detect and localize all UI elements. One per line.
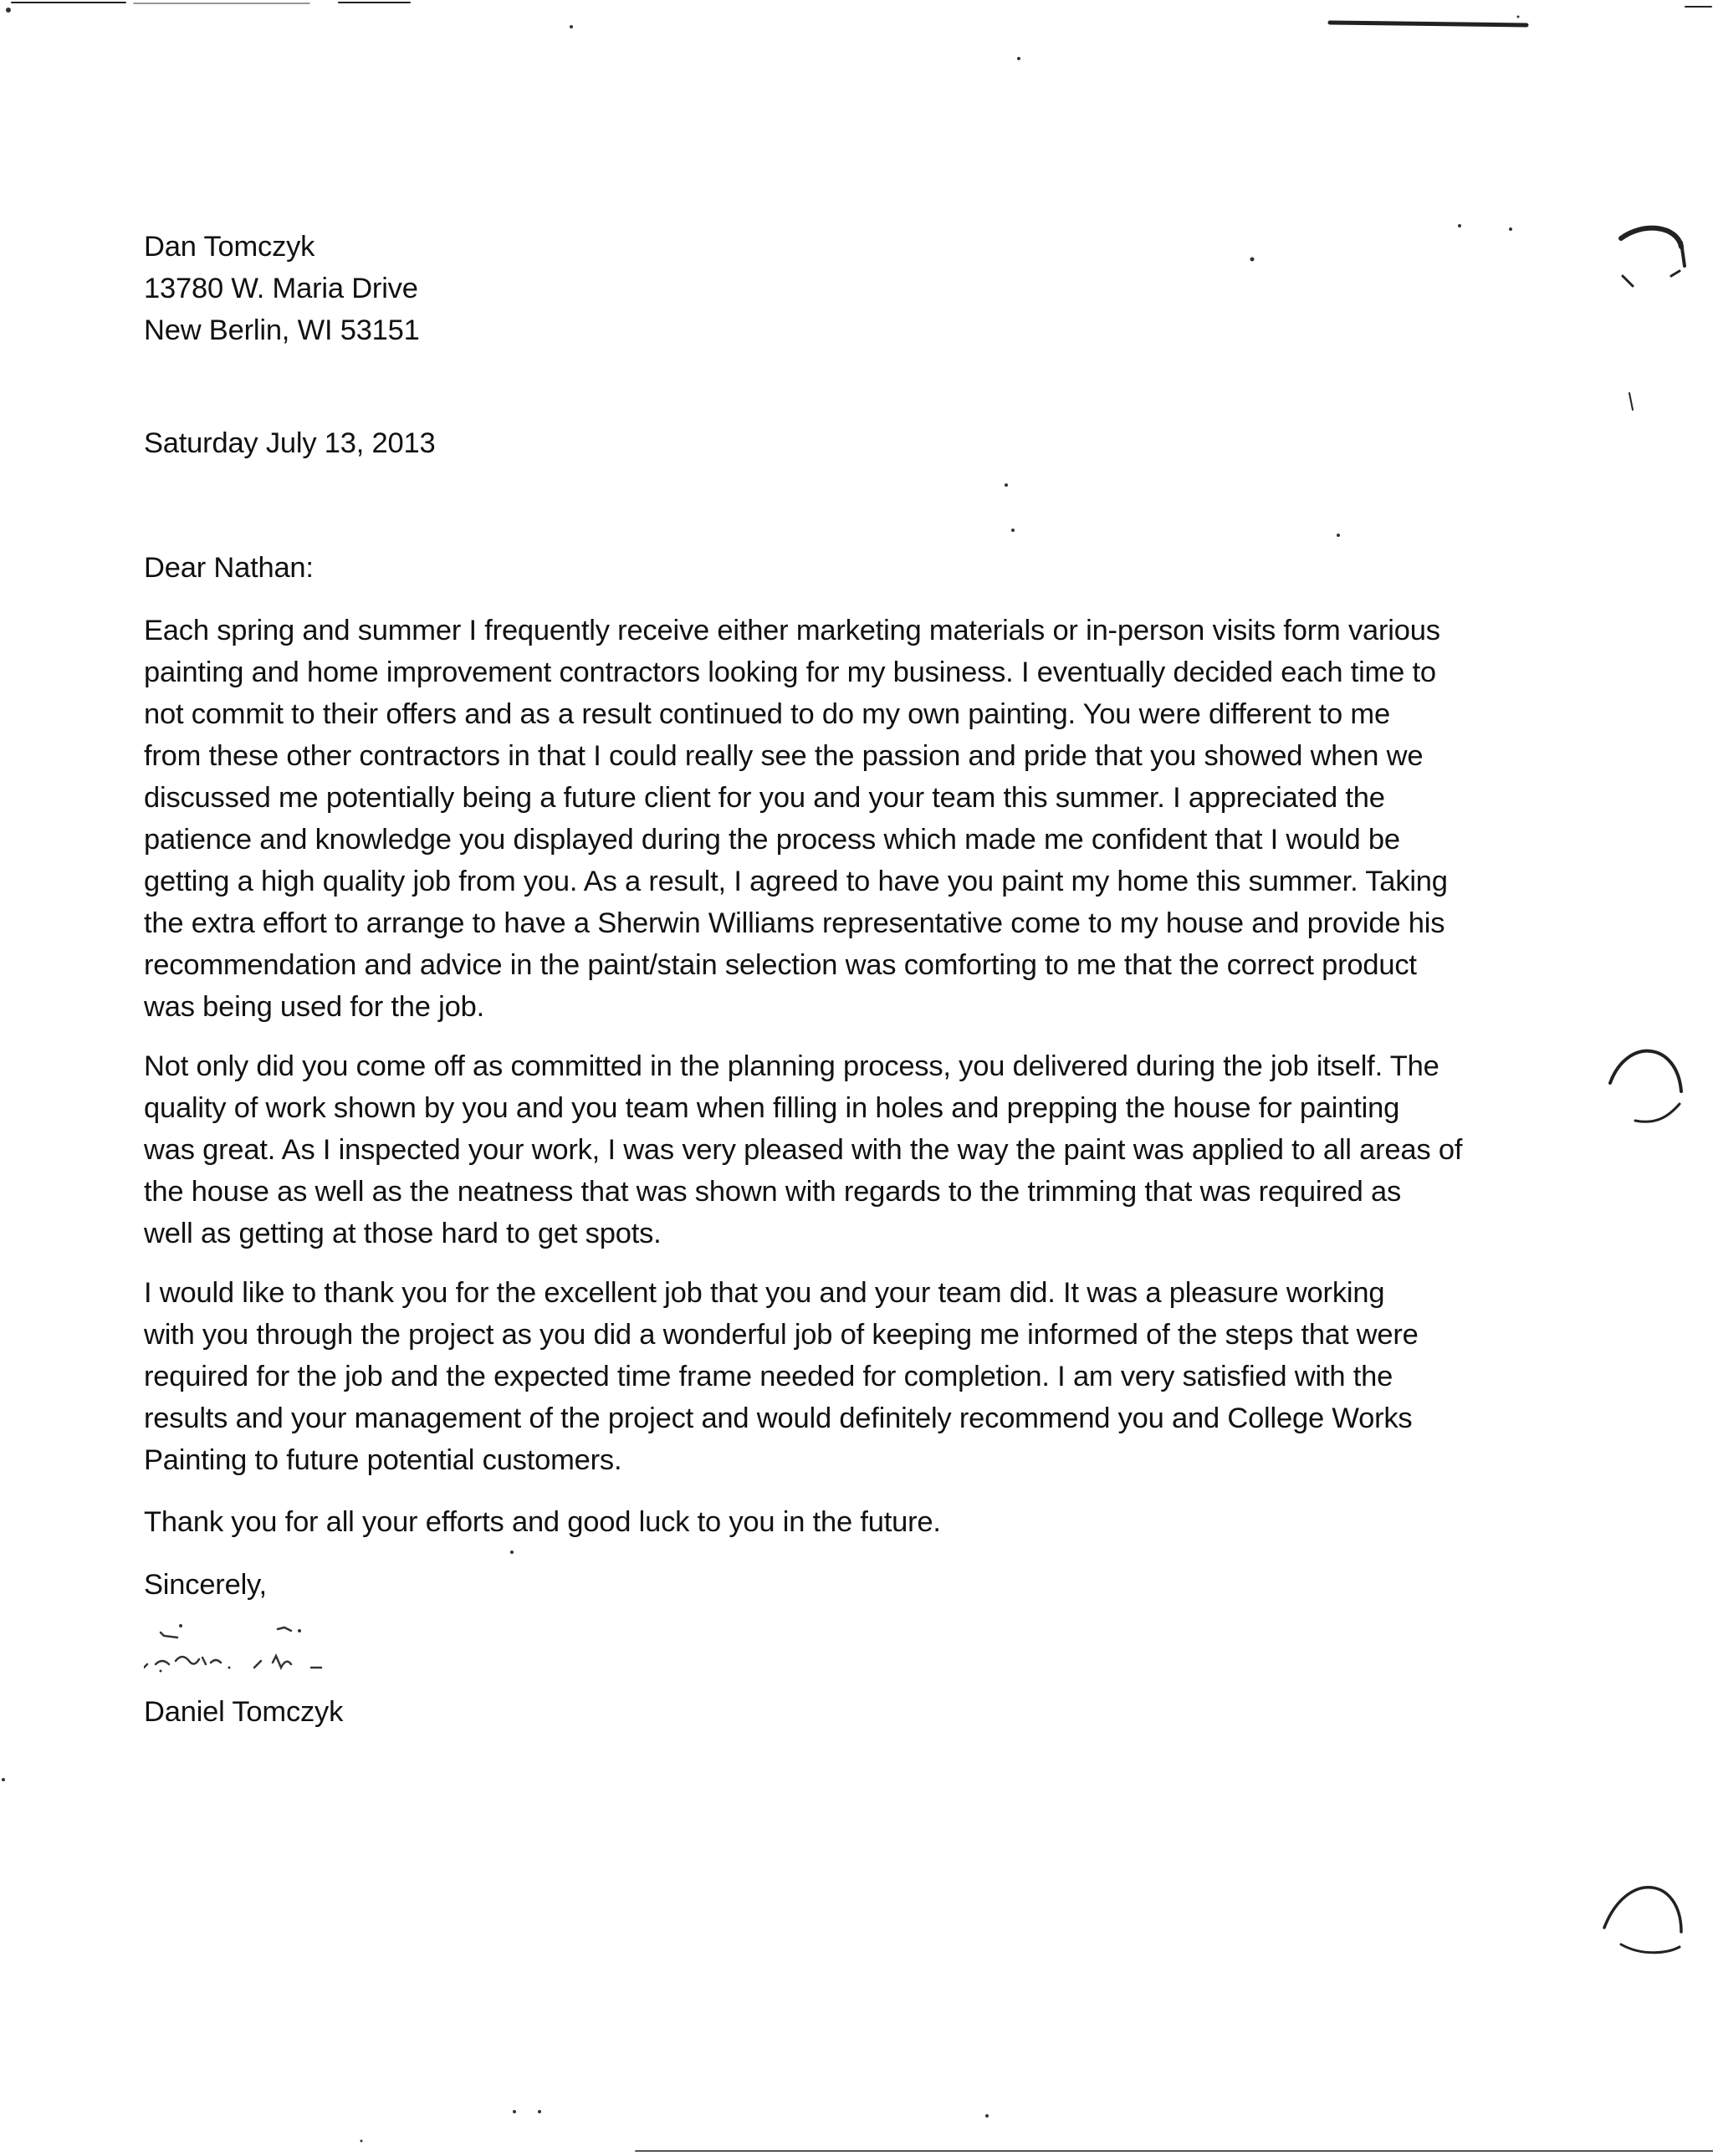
paragraph-line: getting a high quality job from you. As a result, I agreed to have you paint my home this summer. Taking [144, 866, 1448, 897]
paragraph-2 [144, 1045, 1474, 1254]
paragraph-line: was great. As I inspected your work, I was very pleased with the way the paint was applied to all areas of [144, 1134, 1463, 1166]
sign-off-text: Sincerely, [144, 1569, 267, 1601]
closing-line [144, 1501, 1474, 1543]
paragraph-line: Each spring and summer I frequently receive either marketing materials or in-person visits form various [144, 615, 1440, 646]
paragraph-line: from these other contractors in that I could really see the passion and pride that you showed when we [144, 740, 1424, 772]
paragraph-line: painting and home improvement contractors looking for my business. I eventually decided each time to [144, 657, 1436, 688]
sender-address [144, 226, 1474, 351]
paragraph-line: quality of work shown by you and you team when filling in holes and prepping the house for painting [144, 1092, 1400, 1124]
paragraph-line: results and your management of the project and would definitely recommend you and College Works [144, 1402, 1413, 1434]
paragraph-line: discussed me potentially being a future client for you and your team this summer. I appreciated the [144, 782, 1385, 814]
paragraph-line: well as getting at those hard to get spots. [144, 1218, 662, 1249]
closing-text: Thank you for all your efforts and good luck to you in the future. [144, 1506, 941, 1538]
paragraph-3 [144, 1272, 1474, 1481]
paragraph-line: the extra effort to arrange to have a Sherwin Williams representative come to my house and provide his [144, 907, 1445, 939]
paragraph-line: required for the job and the expected time frame needed for completion. I am very satisfied with the [144, 1361, 1393, 1392]
sender-city-state-zip: New Berlin, WI 53151 [144, 314, 420, 346]
paragraph-1 [144, 610, 1474, 1028]
salutation [144, 547, 1474, 589]
paragraph-line: the house as well as the neatness that was shown with regards to the trimming that was required as [144, 1176, 1402, 1208]
sender-name: Dan Tomczyk [144, 231, 315, 263]
signature-scribble [144, 1609, 428, 1691]
letter-body [144, 226, 1474, 1733]
sign-off [144, 1564, 1474, 1606]
signer-name-text: Daniel Tomczyk [144, 1696, 344, 1728]
paragraph-line: Not only did you come off as committed in the planning process, you delivered during the job itself. The [144, 1050, 1439, 1082]
signer-name [144, 1691, 1474, 1733]
sender-street: 13780 W. Maria Drive [144, 273, 418, 304]
paragraph-line: not commit to their offers and as a result continued to do my own painting. You were different to me [144, 698, 1390, 730]
paragraph-line: was being used for the job. [144, 991, 484, 1023]
paragraph-line: I would like to thank you for the excellent job that you and your team did. It was a pleasure working [144, 1277, 1385, 1309]
date-text: Saturday July 13, 2013 [144, 427, 436, 459]
paragraph-line: with you through the project as you did a wonderful job of keeping me informed of the steps that were [144, 1319, 1419, 1351]
paragraph-line: recommendation and advice in the paint/stain selection was comforting to me that the correct product [144, 949, 1417, 981]
letter-date [144, 422, 1474, 464]
paragraph-line: Painting to future potential customers. [144, 1444, 622, 1476]
salutation-text: Dear Nathan: [144, 552, 314, 584]
handwritten-signature [144, 1609, 428, 1691]
paragraph-line: patience and knowledge you displayed during the process which made me confident that I would be [144, 824, 1400, 856]
